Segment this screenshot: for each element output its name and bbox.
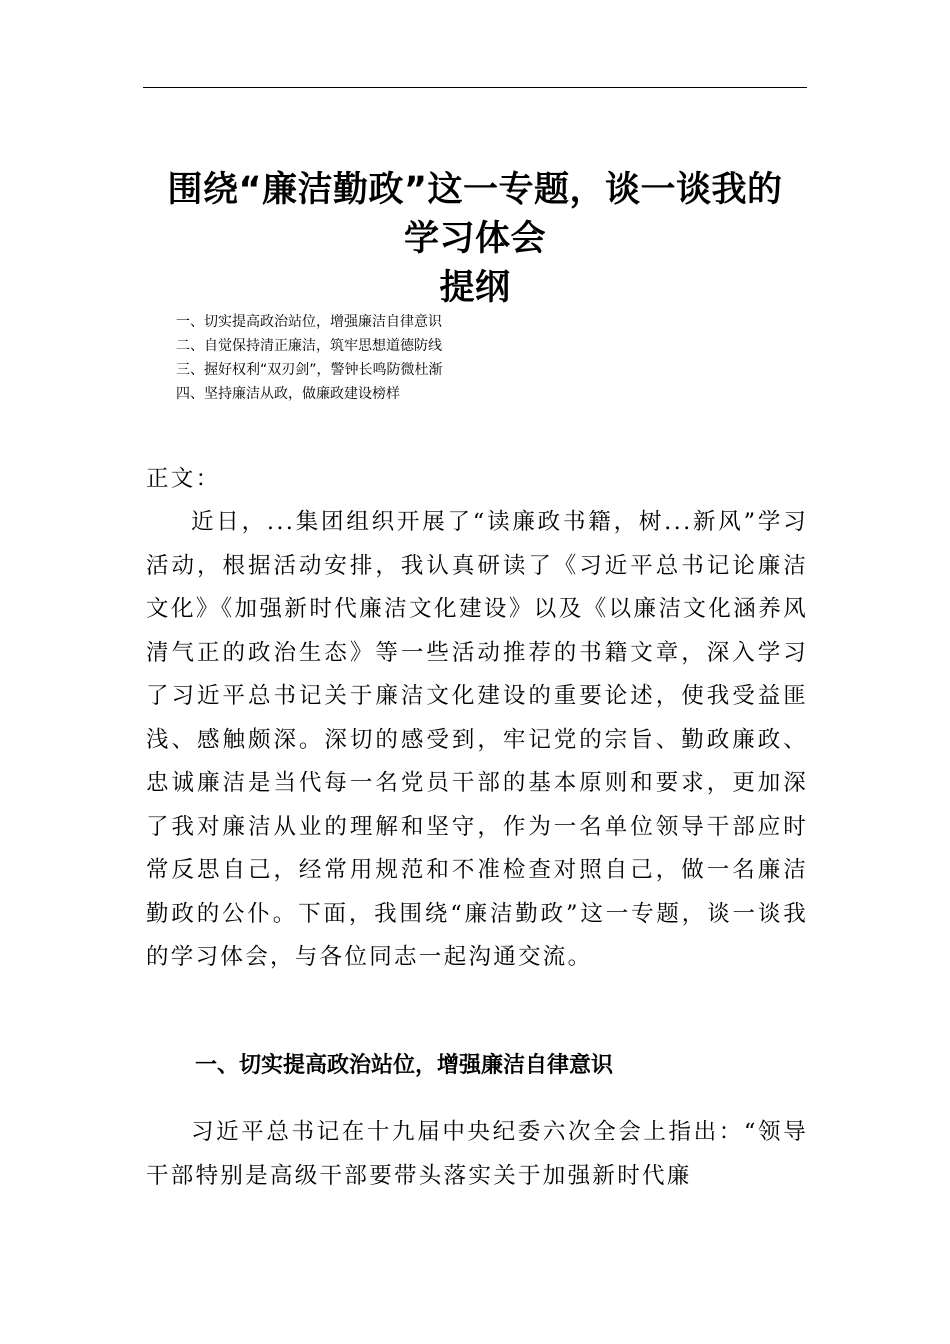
paragraph-text: 近日，...集团组织开展了“读廉政书籍，树...新风”学习活动，根据活动安排，我认真研读了《习近平总书记论廉洁文化》《加强新时代廉洁文化建设》以及《以廉洁文化涵养风清气正的政治生态》等一些活动推荐的书籍文章，深入学习了习近平总书记关于廉洁文化建设的重要论述，使我受益匪浅、感触颇深。深切的感受到，牢记党的宗旨、勤政廉政、忠诚廉洁是当代每一名党员干部的基本原则和要求，更加深了我对廉洁从业的理解和坚守，作为一名单位领导干部应时常反思自己，经常用规范和不准检查对照自己，做一名廉洁勤政的公仆。下面，我围绕“廉洁勤政”这一专题，谈一谈我的学习体会，与各位同志一起沟通交流。 bbox=[146, 509, 808, 970]
body-paragraph-1 bbox=[146, 501, 808, 980]
document-title bbox=[143, 166, 807, 313]
body-label: 正文： bbox=[146, 466, 221, 492]
title-line-2: 学习体会 bbox=[403, 219, 546, 259]
outline-item-1: 一、切实提高政治站位，增强廉洁自律意识 bbox=[176, 314, 442, 330]
paragraph-text: 习近平总书记在十九届中央纪委六次全会上指出：“领导干部特别是高级干部要带头落实关于加强新时代廉 bbox=[146, 1119, 808, 1189]
section-heading-1: 一、切实提高政治站位，增强廉洁自律意识 bbox=[195, 1053, 614, 1078]
title-line-1: 围绕“廉洁勤政”这一专题，谈一谈我的 bbox=[167, 170, 783, 210]
outline-list bbox=[176, 310, 443, 406]
outline-item-2: 二、自觉保持清正廉洁，筑牢思想道德防线 bbox=[176, 338, 442, 354]
outline-title: 提纲 bbox=[439, 268, 511, 308]
outline-item-4: 四、坚持廉洁从政，做廉政建设榜样 bbox=[176, 386, 400, 402]
outline-item-3: 三、握好权利“双刃剑”，警钟长鸣防微杜渐 bbox=[176, 362, 443, 378]
header-rule bbox=[143, 87, 807, 88]
body-paragraph-2 bbox=[146, 1111, 808, 1198]
